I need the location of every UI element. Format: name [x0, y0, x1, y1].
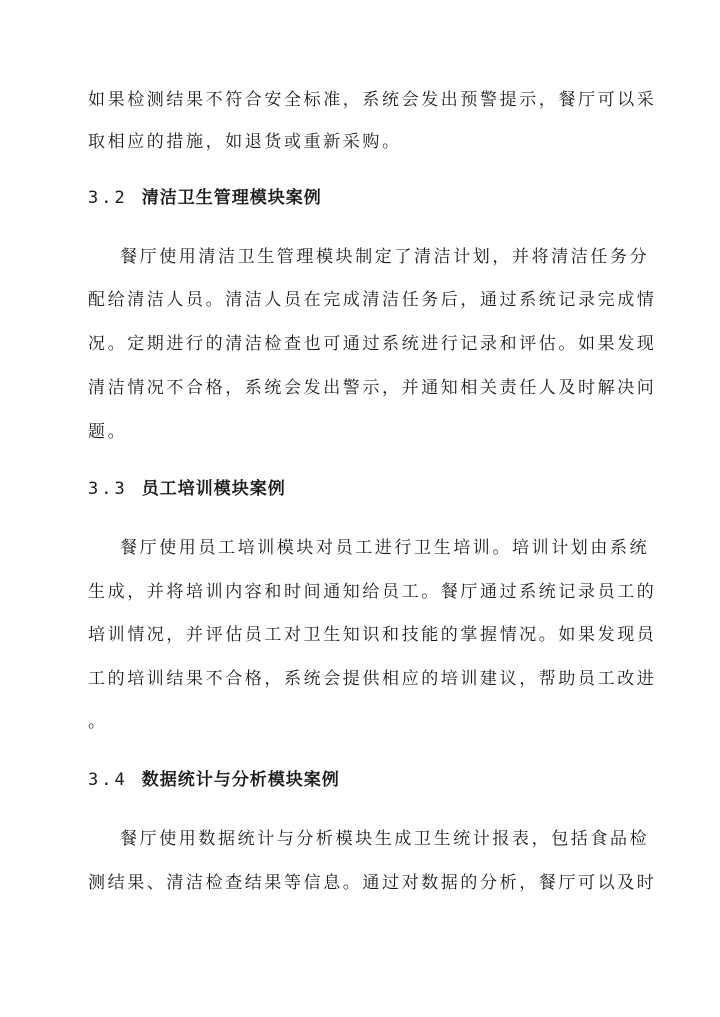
paragraph-line: 如果检测结果不符合安全标准，系统会发出预警提示，餐厅可以采	[88, 90, 657, 110]
section-heading-3-3	[88, 477, 286, 501]
paragraph-line: 。	[88, 712, 108, 732]
section-heading-3-4	[88, 768, 340, 792]
section-heading-3-2	[88, 186, 322, 210]
paragraph-line: 生成，并将培训内容和时间通知给员工。餐厅通过系统记录员工的	[88, 582, 657, 602]
paragraph-line: 餐厅使用员工培训模块对员工进行卫生培训。培训计划由系统	[120, 538, 650, 558]
paragraph-line: 配给清洁人员。清洁人员在完成清洁任务后，通过系统记录完成情	[88, 290, 657, 310]
paragraph-line: 培训情况，并评估员工对卫生知识和技能的掌握情况。如果发现员	[88, 625, 657, 645]
paragraph-line: 工的培训结果不合格，系统会提供相应的培训建议，帮助员工改进	[88, 669, 657, 689]
section-number: 3.4	[88, 770, 128, 790]
paragraph-line: 测结果、清洁检查结果等信息。通过对数据的分析，餐厅可以及时	[88, 873, 657, 893]
paragraph-line: 餐厅使用数据统计与分析模块生成卫生统计报表，包括食品检	[120, 829, 650, 849]
paragraph-line: 况。定期进行的清洁检查也可通过系统进行记录和评估。如果发现	[88, 334, 657, 354]
paragraph-line: 题。	[88, 422, 128, 442]
paragraph-line: 餐厅使用清洁卫生管理模块制定了清洁计划，并将清洁任务分	[120, 247, 650, 267]
section-title: 清洁卫生管理模块案例	[141, 188, 322, 208]
paragraph-line: 清洁情况不合格，系统会发出警示，并通知相关责任人及时解决问	[88, 378, 657, 398]
section-number: 3.3	[88, 479, 128, 499]
section-title: 员工培训模块案例	[141, 479, 286, 499]
paragraph-line: 取相应的措施，如退货或重新采购。	[88, 132, 402, 152]
section-number: 3.2	[88, 188, 128, 208]
section-title: 数据统计与分析模块案例	[141, 770, 340, 790]
